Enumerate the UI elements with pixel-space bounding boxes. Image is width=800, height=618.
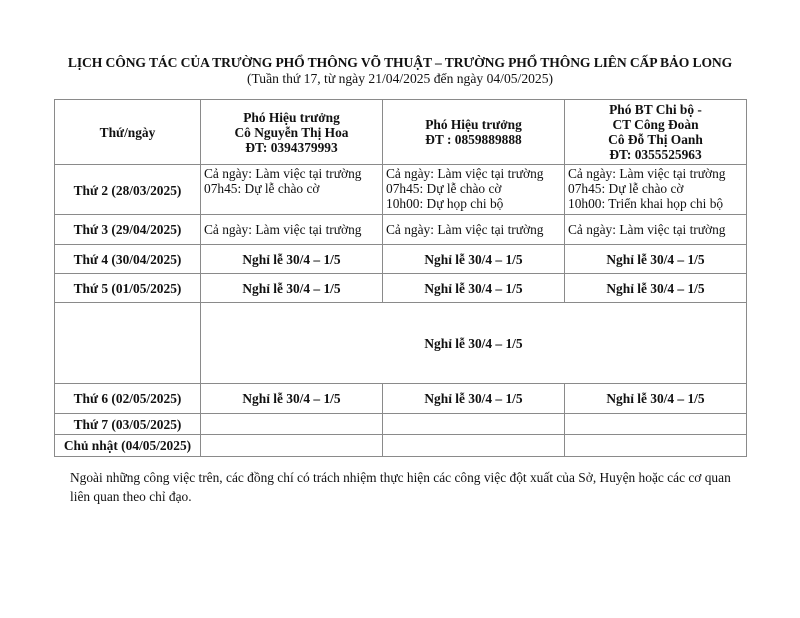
footer-note: Ngoài những công việc trên, các đồng chí có trách nhiệm thực hiện các công việc đột xuất của Sở, Huyện hoặc các cơ quan liên quan theo chỉ đạo. [70,470,731,504]
header-person: Cô Nguyễn Thị Hoa [234,124,349,140]
header-phone: ĐT: 0355525963 [609,147,702,162]
holiday-cell: Nghỉ lễ 30/4 – 1/5 [201,245,383,274]
task-cell: Cả ngày: Làm việc tại trường 07h45: Dự lễ chào cờ [201,165,383,215]
document-title: LỊCH CÔNG TÁC CỦA TRƯỜNG PHỔ THÔNG VÕ THUẬT – TRƯỜNG PHỔ THÔNG LIÊN CẤP BẢO LONG [67,55,733,70]
header-party-deputy-oanh [565,100,747,165]
header-vice-principal-hoa [201,100,383,165]
holiday-cell: Nghỉ lễ 30/4 – 1/5 [565,384,747,414]
schedule-table [54,99,747,457]
header-vice-principal-2 [383,100,565,165]
table-row-wednesday [55,245,747,274]
document-subtitle: (Tuần thứ 17, từ ngày 21/04/2025 đến ngày 04/05/2025) [246,71,554,86]
holiday-cell: Nghỉ lễ 30/4 – 1/5 [565,274,747,303]
table-row-monday [55,165,747,215]
table-row-thursday [55,274,747,303]
header-phone: ĐT : 0859889888 [425,132,522,147]
holiday-cell: Nghỉ lễ 30/4 – 1/5 [383,245,565,274]
day-cell: Thứ 6 (02/05/2025) [55,384,201,414]
holiday-cell: Nghỉ lễ 30/4 – 1/5 [565,245,747,274]
header-role: Phó Hiệu trưởng [243,109,340,125]
day-cell: Thứ 5 (01/05/2025) [55,274,201,303]
holiday-cell: Nghỉ lễ 30/4 – 1/5 [383,274,565,303]
header-role: Phó BT Chi bộ - [609,102,702,117]
header-row [55,100,747,165]
day-cell: Chủ nhật (04/05/2025) [55,435,201,457]
header-role: Phó Hiệu trưởng [425,117,522,132]
holiday-cell: Nghỉ lễ 30/4 – 1/5 [201,384,383,414]
task-cell-empty [383,414,565,435]
task-cell-empty [383,435,565,457]
header-role-2: CT Công Đoàn [612,117,699,132]
day-cell: Thứ 2 (28/03/2025) [55,165,201,215]
day-cell-empty [55,303,201,384]
task-cell-empty [201,414,383,435]
holiday-cell: Nghỉ lễ 30/4 – 1/5 [201,274,383,303]
table-row-sunday [55,435,747,457]
task-cell: Cả ngày: Làm việc tại trường 07h45: Dự lễ chào cờ 10h00: Dự họp chi bộ [383,165,565,215]
task-cell-empty [565,414,747,435]
task-cell-empty [201,435,383,457]
holiday-cell: Nghỉ lễ 30/4 – 1/5 [383,384,565,414]
header-phone: ĐT: 0394379993 [245,139,338,155]
header-day: Thứ/ngày [55,100,201,165]
merged-holiday-cell: Nghỉ lễ 30/4 – 1/5 [201,303,747,384]
task-cell: Cả ngày: Làm việc tại trường 07h45: Dự lễ chào cờ 10h00: Triển khai họp chi bộ [565,165,747,215]
header-person: Cô Đỗ Thị Oanh [608,132,703,147]
task-cell: Cả ngày: Làm việc tại trường [565,215,747,245]
day-cell: Thứ 4 (30/04/2025) [55,245,201,274]
task-cell: Cả ngày: Làm việc tại trường [383,215,565,245]
table-row-friday [55,384,747,414]
task-cell-empty [565,435,747,457]
task-cell: Cả ngày: Làm việc tại trường [201,215,383,245]
table-row-merged-holiday [55,303,747,384]
day-cell: Thứ 7 (03/05/2025) [55,414,201,435]
day-cell: Thứ 3 (29/04/2025) [55,215,201,245]
table-row-saturday [55,414,747,435]
table-row-tuesday [55,215,747,245]
